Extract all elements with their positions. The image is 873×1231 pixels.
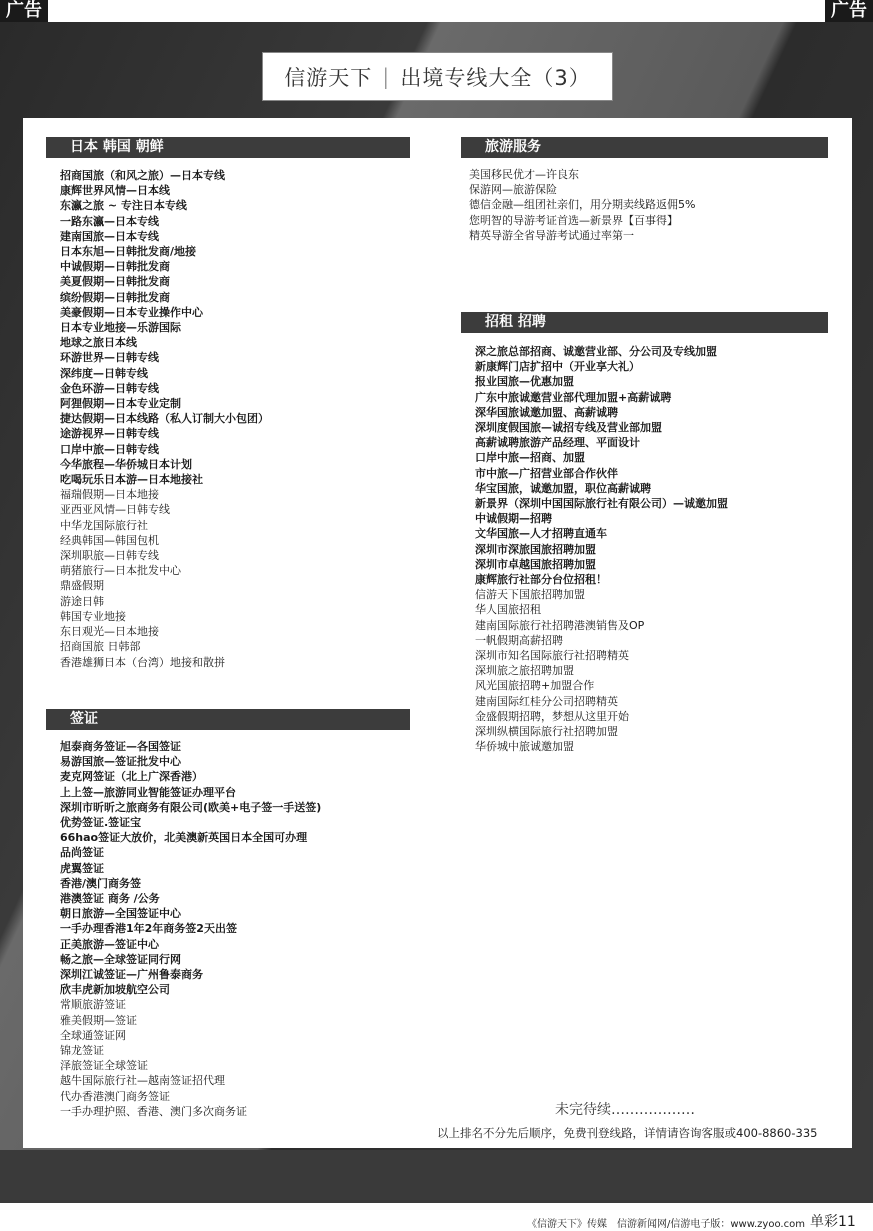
list-item: 美夏假期—日韩批发商 — [60, 275, 170, 289]
ad-tag-left: 广告 — [0, 0, 48, 22]
list-item: 广东中旅诚邀营业部代理加盟+高薪诚聘 — [475, 390, 672, 404]
list-item: 地球之旅日本线 — [60, 336, 137, 350]
list-item: 金盛假期招聘，梦想从这里开始 — [475, 709, 629, 723]
list-item: 途游视界—日韩专线 — [60, 427, 159, 441]
list-item: 深圳江诚签证—广州鲁泰商务 — [60, 968, 203, 982]
list-item: 香港/澳门商务签 — [60, 876, 142, 890]
list-item: 中诚假期—日韩批发商 — [60, 260, 170, 274]
list-item: 美豪假期—日本专业操作中心 — [60, 305, 203, 319]
list-item: 全球通签证网 — [60, 1028, 126, 1042]
list-item: 吃喝玩乐日本游—日本地接社 — [60, 473, 203, 487]
list-item: 深华国旅诚邀加盟、高薪诚聘 — [475, 405, 618, 419]
japan-korea-list — [60, 168, 269, 670]
list-item: 雅美假期—签证 — [60, 1013, 137, 1027]
list-item: 深圳市深旅国旅招聘加盟 — [475, 542, 596, 556]
list-item: 经典韩国—韩国包机 — [60, 533, 159, 547]
list-item: 深之旅总部招商、诚邀营业部、分公司及专线加盟 — [475, 345, 717, 358]
section-header-japan-korea: 日本 韩国 朝鲜 — [46, 137, 410, 158]
visa-list — [60, 739, 321, 1119]
list-item: 一手办理护照、香港、澳门多次商务证 — [60, 1104, 247, 1118]
list-item: 深圳纵横国际旅行社招聘加盟 — [475, 725, 618, 739]
list-item: 风光国旅招聘+加盟合作 — [475, 679, 595, 693]
list-item: 精英导游全省导游考试通过率第一 — [469, 228, 634, 242]
list-item: 66hao签证大放价，北美澳新英国日本全国可办理 — [60, 831, 308, 845]
page-number: 单彩11 — [810, 1214, 856, 1230]
list-item: 品尚签证 — [60, 846, 104, 860]
list-item: 缤纷假期—日韩批发商 — [60, 290, 170, 304]
list-item: 泽旅签证全球签证 — [60, 1059, 148, 1073]
list-item: 韩国专业地接 — [60, 609, 126, 623]
list-item: 华宝国旅，诚邀加盟，职位高薪诚聘 — [475, 481, 651, 495]
list-item: 建南国旅—日本专线 — [60, 229, 159, 243]
list-item: 今华旅程—华侨城日本计划 — [60, 457, 192, 471]
list-item: 深纬度—日韩专线 — [60, 366, 148, 380]
list-item: 锦龙签证 — [60, 1044, 104, 1058]
list-item: 保游网—旅游保险 — [469, 183, 557, 197]
list-item: 虎翼签证 — [60, 861, 104, 875]
ad-tag-right: 广告 — [825, 0, 873, 22]
list-item: 深圳旅之旅招聘加盟 — [475, 664, 574, 678]
to-be-continued: 未完待续……………… — [555, 1102, 695, 1118]
list-item: 口岸中旅—日韩专线 — [60, 442, 159, 456]
list-item: 欣丰虎新加坡航空公司 — [60, 983, 170, 997]
list-item: 萌猪旅行—日本批发中心 — [60, 564, 181, 578]
list-item: 麦克网签证（北上广深香港） — [60, 770, 203, 784]
list-item: 深圳市卓越国旅招聘加盟 — [475, 557, 596, 571]
list-item: 金色环游—日韩专线 — [60, 381, 159, 395]
list-item: 文华国旅—人才招聘直通车 — [475, 527, 607, 541]
list-item: 常顺旅游签证 — [60, 998, 126, 1012]
list-item: 环游世界—日韩专线 — [60, 351, 159, 365]
list-item: 日本东旭—日韩批发商/地接 — [60, 245, 197, 259]
list-item: 深圳职旅—日韩专线 — [60, 549, 159, 563]
list-item: 新康辉门店扩招中（开业享大礼） — [475, 360, 640, 374]
title-separator: | — [382, 64, 391, 89]
list-item: 建南国际红桂分公司招聘精英 — [475, 694, 618, 708]
page-frame-bottom — [0, 1150, 873, 1203]
section-header-services: 旅游服务 — [461, 137, 828, 158]
list-item: 市中旅—广招营业部合作伙伴 — [475, 466, 618, 480]
list-item: 美国移民优才—许良东 — [469, 168, 579, 181]
list-item: 招商国旅 日韩部 — [60, 640, 141, 654]
section-header-recruit: 招租 招聘 — [461, 312, 828, 333]
list-item: 中华龙国际旅行社 — [60, 518, 148, 532]
section-header-visa: 签证 — [46, 709, 410, 730]
list-item: 华人国旅招租 — [475, 603, 541, 617]
list-item: 正美旅游—签证中心 — [60, 937, 159, 951]
list-item: 阿狸假期—日本专业定制 — [60, 397, 181, 411]
list-item: 畅之旅—全球签证同行网 — [60, 952, 181, 966]
list-item: 东日观光—日本地接 — [60, 625, 159, 639]
list-item: 招商国旅（和风之旅）—日本专线 — [60, 169, 225, 182]
list-item: 东瀛之旅 ~ 专注日本专线 — [60, 199, 187, 213]
list-item: 您明智的导游考证首选—新景界【百事得】 — [469, 213, 678, 227]
publisher-credit: 《信游天下》传媒 信游新闻网/信游电子版：www.zyoo.com — [527, 1219, 805, 1230]
list-item: 深圳市昕昕之旅商务有限公司(欧美+电子签一手送签) — [60, 800, 322, 814]
list-item: 华侨城中旅诚邀加盟 — [475, 740, 574, 754]
list-item: 香港雄狮日本（台湾）地接和散拼 — [60, 655, 225, 669]
list-item: 亚西亚风情—日韩专线 — [60, 503, 170, 517]
list-item: 报业国旅—优惠加盟 — [475, 375, 574, 389]
list-item: 日本专业地接—乐游国际 — [60, 321, 181, 335]
list-item: 德信金融—组团社亲们，用分期卖线路返佣5% — [469, 198, 696, 212]
recruit-list — [475, 344, 728, 754]
title-subtitle: 出境专线大全（3） — [400, 65, 591, 90]
list-item: 信游天下国旅招聘加盟 — [475, 588, 585, 602]
list-item: 康辉世界风情—日本线 — [60, 184, 170, 198]
list-item: 优势签证.签证宝 — [60, 816, 142, 830]
list-item: 中诚假期—招聘 — [475, 512, 552, 526]
page-title — [262, 52, 613, 101]
list-item: 福瑞假期—日本地接 — [60, 488, 159, 502]
list-item: 代办香港澳门商务签证 — [60, 1089, 170, 1103]
list-item: 朝日旅游—全国签证中心 — [60, 907, 181, 921]
list-item: 新景界（深圳中国国际旅行社有限公司）—诚邀加盟 — [475, 497, 728, 511]
list-item: 一帆假期高薪招聘 — [475, 633, 563, 647]
services-list — [469, 167, 695, 243]
list-item: 口岸中旅—招商、加盟 — [475, 451, 585, 465]
list-item: 港澳签证 商务 /公务 — [60, 892, 160, 906]
list-item: 鼎盛假期 — [60, 579, 104, 593]
list-item: 建南国际旅行社招聘港澳销售及OP — [475, 618, 645, 632]
list-item: 旭泰商务签证—各国签证 — [60, 740, 181, 753]
list-item: 高薪诚聘旅游产品经理、平面设计 — [475, 436, 640, 450]
list-item: 越牛国际旅行社—越南签证招代理 — [60, 1074, 225, 1088]
list-item: 一路东瀛—日本专线 — [60, 214, 159, 228]
footnote: 以上排名不分先后顺序，免费刊登线路，详情请咨询客服或400-8860-335 — [437, 1126, 818, 1140]
list-item: 捷达假期—日本线路（私人订制大小包团） — [60, 412, 269, 426]
title-brand: 信游天下 — [284, 65, 373, 90]
list-item: 深圳度假国旅—诚招专线及营业部加盟 — [475, 421, 662, 435]
list-item: 康辉旅行社部分台位招租！ — [475, 573, 607, 587]
list-item: 一手办理香港1年2年商务签2天出签 — [60, 922, 237, 936]
list-item: 上上签—旅游同业智能签证办理平台 — [60, 785, 236, 799]
list-item: 易游国旅—签证批发中心 — [60, 755, 181, 769]
list-item: 游途日韩 — [60, 594, 104, 608]
list-item: 深圳市知名国际旅行社招聘精英 — [475, 649, 629, 663]
